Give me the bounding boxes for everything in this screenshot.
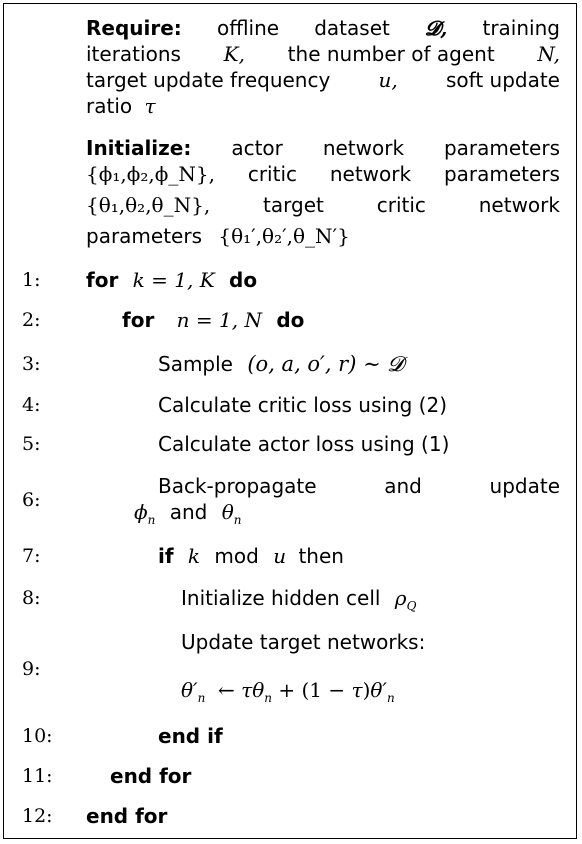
step-8: Initialize hidden cell $\rho_Q$ [181,586,417,613]
initialize-word: critic [247,162,297,186]
require-word: ratio [86,94,133,118]
line-number: 10: [22,725,53,747]
line-number: 4: [22,394,41,416]
update-equation: $\theta'_n$ ← $\tau\theta_n + (1 - \tau)\theta'_n$ [181,678,395,705]
step-1 [86,268,257,292]
step-8-text: Initialize hidden cell [181,586,381,610]
frequency-symbol: u, [378,68,398,92]
initialize-word: parameters [86,224,203,248]
step-6-word: Back-propagate [158,474,317,498]
require-line-4 [86,94,156,118]
step-5: Calculate actor loss using (1) [158,432,450,456]
require-line-1 [86,16,560,40]
mod-word: mod [214,544,259,568]
initialize-word: target [263,193,324,217]
keyword-do: do [276,308,305,332]
step-6-line-2: $\phi_n$ and $\theta_n$ [134,500,242,527]
dataset-symbol: 𝓓, [425,16,448,40]
keyword-if: if [158,544,174,568]
require-word: the number of agent [287,42,495,66]
step-6-word: update [489,474,560,498]
initialize-word: network [322,136,405,160]
initialize-word: actor [231,136,283,160]
iterations-symbol: K, [223,42,245,66]
keyword-then: then [298,544,344,568]
step-12: end for [86,804,168,828]
algorithm-box [3,3,577,839]
initialize-word: network [329,162,412,186]
sample-expr: (o, a, o′, r) ∼ 𝓓 [247,352,404,376]
loop-expr: k = 1, K [132,268,215,292]
u-symbol: u [273,544,287,568]
require-line-3 [86,68,560,92]
line-number: 3: [22,353,41,375]
line-number: 5: [22,433,41,455]
keyword-for: for [86,268,119,292]
step-10: end if [158,724,223,748]
step-3 [158,352,403,376]
initialize-label: Initialize: [86,136,192,160]
step-11: end for [110,764,192,788]
step-6-line-1 [158,474,560,498]
step-6-word: and [169,500,208,524]
actor-param-set: {ϕ₁,ϕ₂,ϕ_N}, [86,162,215,186]
step-9: Update target networks: [181,630,426,654]
require-word: dataset [314,16,390,40]
step-4: Calculate critic loss using (2) [158,393,447,417]
initialize-line-1 [86,136,560,160]
line-number: 8: [22,587,41,609]
initialize-line-4 [86,224,350,248]
keyword-for: for [122,308,155,332]
initialize-word: network [478,193,560,217]
line-number: 1: [22,269,41,291]
sample-text: Sample [158,352,233,376]
line-number: 12: [22,805,53,827]
initialize-word: parameters [443,136,560,160]
require-word: soft update [445,68,560,92]
step-6-word: and [384,474,422,498]
require-label: Require: [86,16,182,40]
k-symbol: k [187,544,201,568]
loop-expr: n = 1, N [176,308,262,332]
keyword-do: do [229,268,258,292]
agent-symbol: N, [537,42,560,66]
initialize-word: critic [376,193,426,217]
line-number: 9: [22,658,41,680]
line-number: 2: [22,309,41,331]
line-number: 11: [22,765,53,787]
initialize-line-2 [86,162,560,186]
initialize-line-3 [86,193,560,217]
line-number: 6: [22,489,41,511]
initialize-word: parameters [443,162,560,186]
require-line-2 [86,42,560,66]
line-number: 7: [22,545,41,567]
require-word: offline [216,16,280,40]
require-word: iterations [86,42,181,66]
critic-param-set: {θ₁,θ₂,θ_N}, [86,193,211,217]
require-word: training [482,16,560,40]
require-word: target update frequency [86,68,331,92]
target-param-set: {θ₁′,θ₂′,θ_N′} [218,224,350,248]
step-7 [158,544,344,568]
step-2 [122,308,304,332]
tau-symbol: τ [144,94,156,118]
